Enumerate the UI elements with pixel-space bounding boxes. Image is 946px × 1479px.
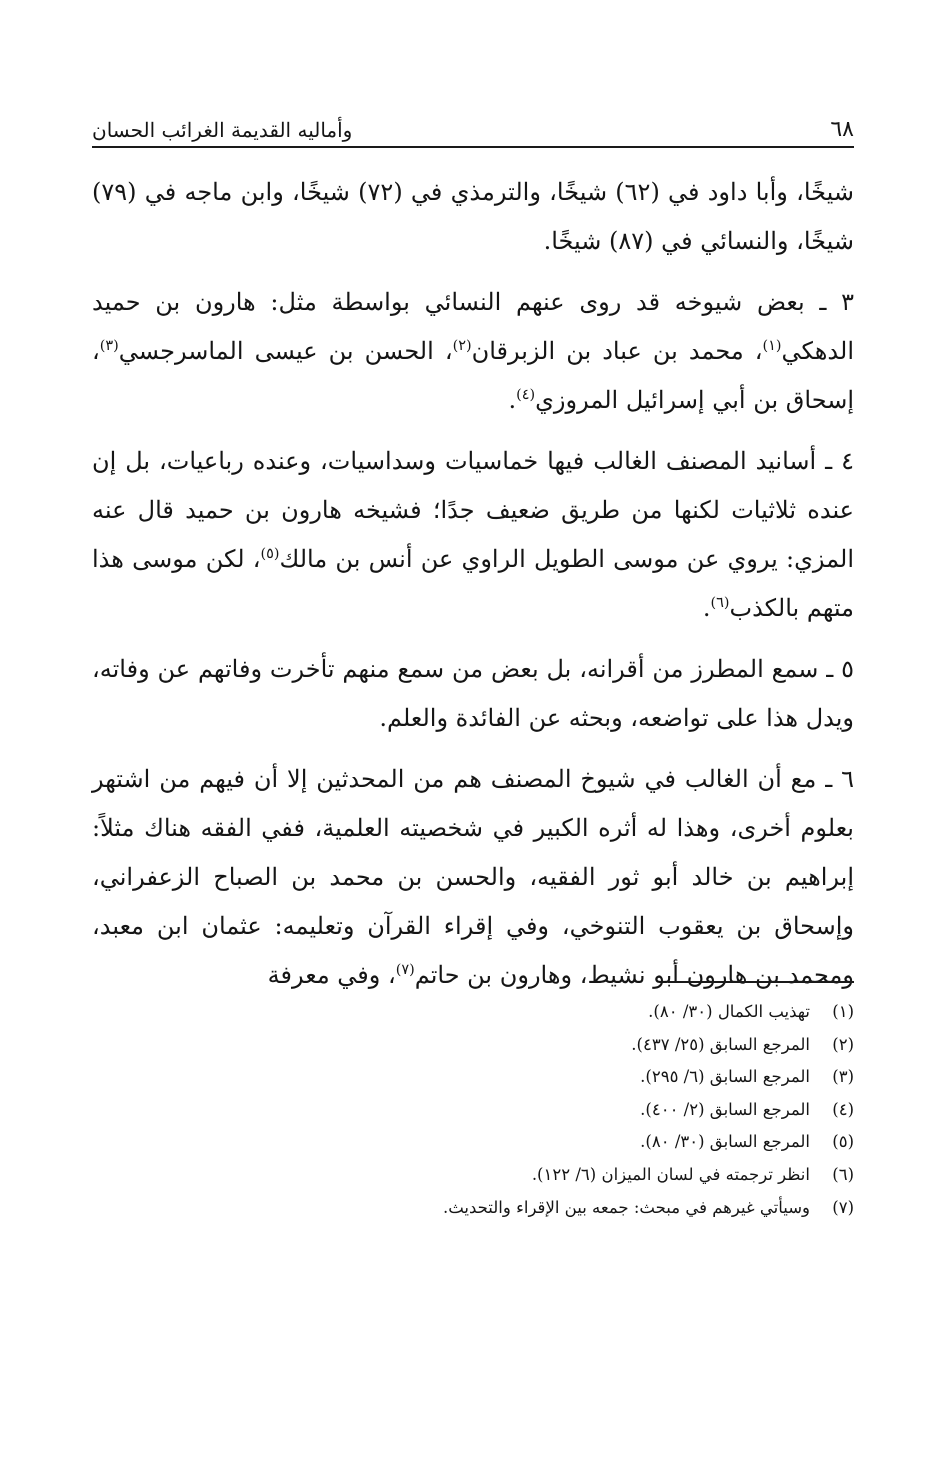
paragraph-3-text-b: ، لكن موسى هذا متهم بالكذب bbox=[92, 545, 854, 622]
footnote-number: (٧) bbox=[832, 1197, 854, 1217]
footnote-item bbox=[92, 1029, 854, 1062]
footnote-number: (١) bbox=[832, 1002, 854, 1021]
footnote-item bbox=[92, 1126, 854, 1159]
paragraph-2-text-b: ، محمد بن عباد بن الزبرقان bbox=[471, 337, 763, 365]
running-title: وأماليه القديمة الغرائب الحسان bbox=[92, 118, 353, 142]
body-text bbox=[92, 168, 854, 1012]
paragraph-2-text-c: ، الحسن بن عيسى الماسرجسي bbox=[118, 337, 453, 365]
footnote-ref-2: (٢) bbox=[452, 338, 472, 354]
footnote-ref-3: (٣) bbox=[99, 338, 119, 354]
paragraph-2-text-e: . bbox=[508, 386, 517, 414]
footnote-text: المرجع السابق (٢٥/ ٤٣٧). bbox=[631, 1034, 810, 1054]
paragraph-5-text-b: ، وفي معرفة bbox=[267, 961, 396, 989]
footnote-number: (٢) bbox=[832, 1034, 854, 1054]
page-header bbox=[92, 110, 854, 148]
footnote-ref-7: (٧) bbox=[395, 962, 415, 978]
footnote-ref-5: (٥) bbox=[260, 546, 280, 562]
footnote-number: (٣) bbox=[832, 1067, 854, 1087]
footnote-text: المرجع السابق (٣٠/ ٨٠). bbox=[640, 1132, 810, 1152]
footnote-text: المرجع السابق (٦/ ٢٩٥). bbox=[640, 1067, 810, 1087]
footnote-item bbox=[92, 996, 854, 1029]
footnote-ref-1: (١) bbox=[762, 338, 782, 354]
footnote-number: (٤) bbox=[832, 1099, 854, 1119]
footnote-text: المرجع السابق (٢/ ٤٠٠). bbox=[640, 1099, 810, 1119]
footnote-number: (٥) bbox=[832, 1132, 854, 1152]
paragraph-2-text-d: ، إسحاق بن أبي إسرائيل المروزي bbox=[92, 337, 854, 414]
footnotes-list bbox=[92, 996, 854, 1224]
footnote-item bbox=[92, 1061, 854, 1094]
footnote-text: تهذيب الكمال (٣٠/ ٨٠). bbox=[648, 1002, 810, 1021]
footnote-item bbox=[92, 1094, 854, 1127]
page-number: ٦٨ bbox=[830, 117, 854, 142]
paragraph-2 bbox=[92, 278, 854, 425]
footnote-text: وسيأتي غيرهم في مبحث: جمعه بين الإقراء والتحديث. bbox=[442, 1197, 810, 1217]
paragraph-5-text-a: ٦ ـ مع أن الغالب في شيوخ المصنف هم من المحدثين إلا أن فيهم من اشتهر بعلوم أخرى، وهذا له أثره الكبير في شخصيته العلمية، ففي الفقه هناك مثلاً: إبراهيم بن خالد أبو ثور الفقيه، والحسن بن محمد بن الصباح الزعفراني، وإسحاق بن يعقوب التنوخي، وفي إقراء القرآن وتعليمه: عثمان ابن معبد، ومحمد بن هارون أبو نشيط، وهارون بن حاتم bbox=[92, 765, 854, 989]
paragraph-3 bbox=[92, 437, 854, 633]
footnote-item bbox=[92, 1192, 854, 1225]
paragraph-2-text-a: ٣ ـ بعض شيوخه قد روى عنهم النسائي بواسطة مثل: هارون بن حميد الدهكي bbox=[92, 288, 855, 365]
footnote-item bbox=[92, 1159, 854, 1192]
footnote-separator bbox=[668, 981, 854, 983]
paragraph-4: ٥ ـ سمع المطرز من أقرانه، بل بعض من سمع منهم تأخرت وفاتهم عن وفاته، ويدل هذا على تواضعه، وبحثه عن الفائدة والعلم. bbox=[92, 655, 854, 732]
paragraph-1: شيخًا، وأبا داود في (٦٢) شيخًا، والترمذي في (٧٢) شيخًا، وابن ماجه في (٧٩) شيخًا، والنسائي في (٨٧) شيخًا. bbox=[92, 178, 855, 255]
paragraph-3-text-a: ٤ ـ أسانيد المصنف الغالب فيها خماسيات وسداسيات، وعنده رباعيات، بل إن عنده ثلاثيات لكنها من طريق ضعيف جدًا؛ فشيخه هارون بن حميد قال عنه المزي: يروي عن موسى الطويل الراوي عن أنس بن مالك bbox=[92, 447, 854, 573]
footnote-ref-4: (٤) bbox=[516, 387, 536, 403]
paragraph-3-text-c: . bbox=[702, 594, 711, 622]
footnote-text: انظر ترجمته في لسان الميزان (٦/ ١٢٢). bbox=[531, 1164, 810, 1184]
footnote-number: (٦) bbox=[832, 1164, 854, 1184]
footnote-ref-6: (٦) bbox=[710, 595, 730, 611]
paragraph-5 bbox=[92, 755, 854, 1000]
